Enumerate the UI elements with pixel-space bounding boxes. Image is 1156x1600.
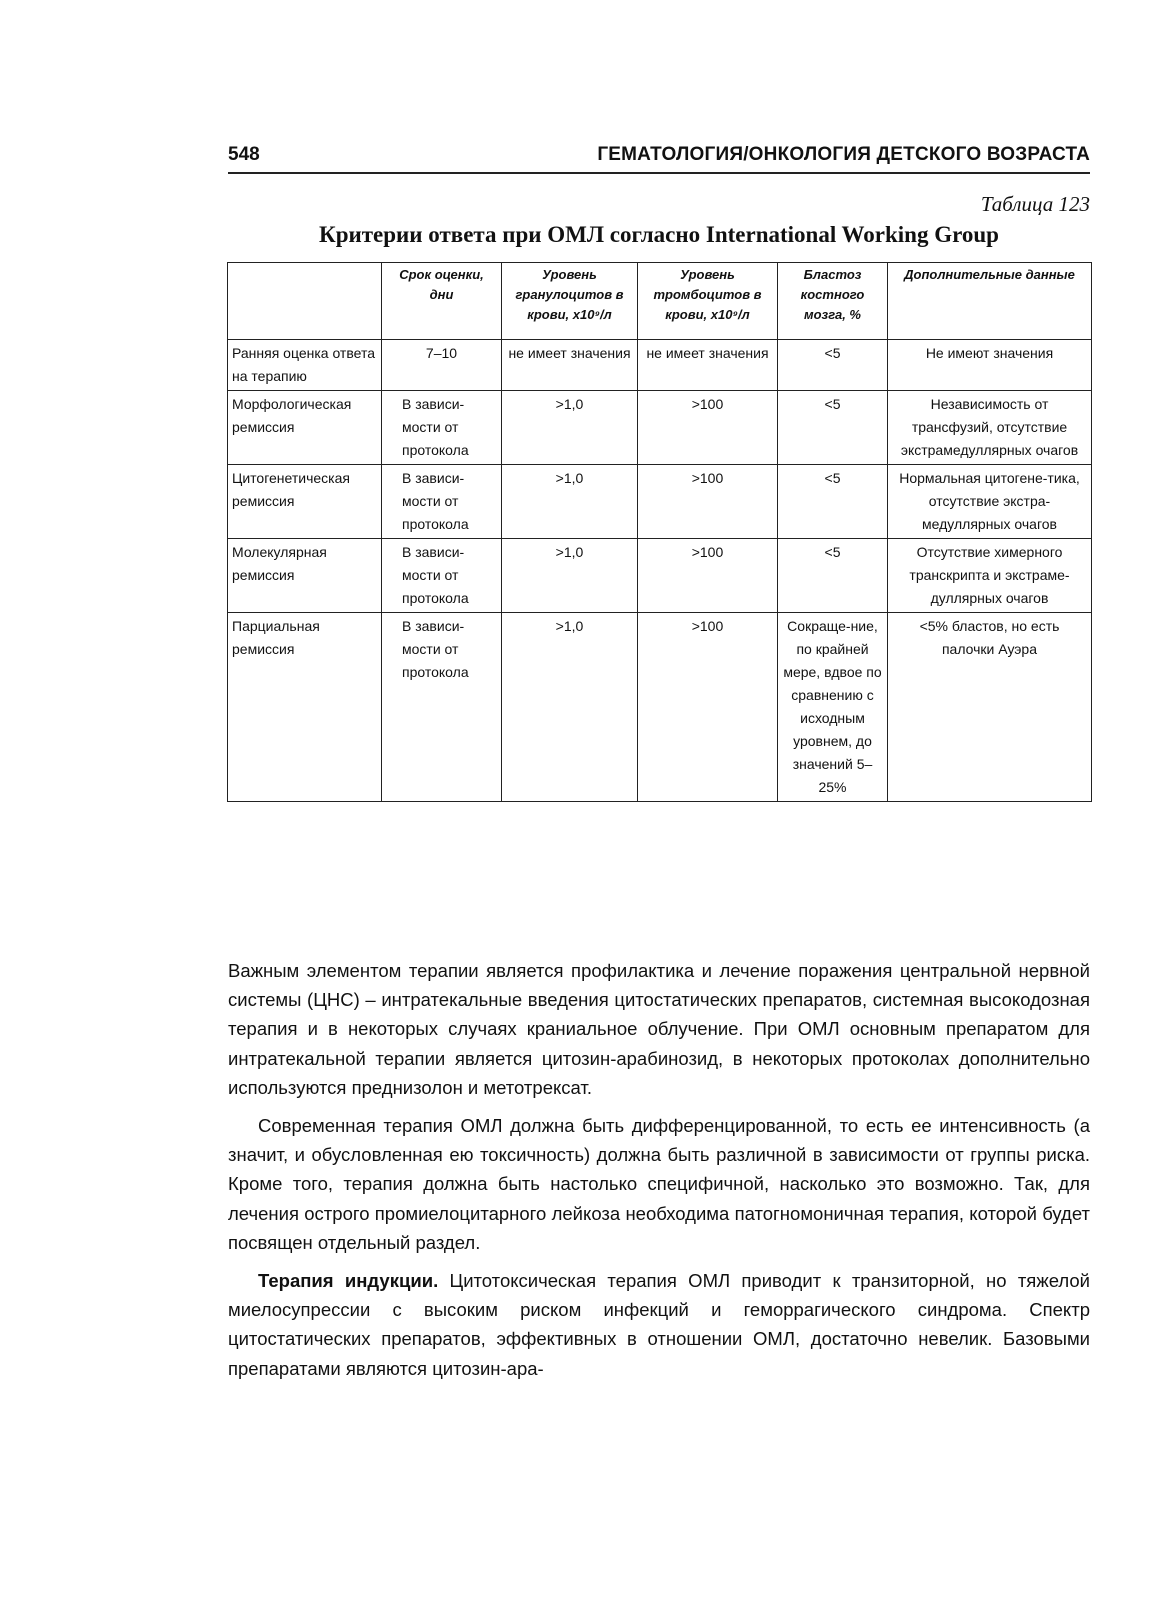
running-title: ГЕМАТОЛОГИЯ/ОНКОЛОГИЯ ДЕТСКОГО ВОЗРАСТА	[597, 144, 1090, 165]
column-header	[228, 263, 382, 340]
table-cell: Отсутствие химерного транскрипта и экстраме-дуллярных очагов	[888, 539, 1092, 613]
paragraph-text: Цитотоксическая терапия ОМЛ приводит к транзиторной, но тяжелой миелосупрессии с высоким риском инфекций и геморрагического синдрома. Спектр цитостатических препаратов, эффективных в отношении ОМЛ, достаточно невелик. Базовыми препаратами являются цитозин-ара-	[228, 1270, 1090, 1379]
table-cell: <5	[778, 340, 888, 391]
paragraph	[228, 1266, 1090, 1383]
table-cell: >1,0	[502, 539, 638, 613]
page-number: 548	[228, 144, 260, 165]
table-cell: В зависи-мости от протокола	[382, 391, 502, 465]
table-cell: >1,0	[502, 613, 638, 802]
table-row	[228, 465, 1092, 539]
table-cell: Ранняя оценка ответа на терапию	[228, 340, 382, 391]
table-cell: >100	[638, 465, 778, 539]
criteria-table	[227, 262, 1092, 802]
table-cell: <5	[778, 539, 888, 613]
table-row	[228, 613, 1092, 802]
column-header: Дополнительные данные	[888, 263, 1092, 340]
table-cell: <5% бластов, но есть палочки Ауэра	[888, 613, 1092, 802]
table-header-row	[228, 263, 1092, 340]
paragraph: Современная терапия ОМЛ должна быть дифференцированной, то есть ее интенсивность (а значит, и обусловленная ею токсичность) должна быть различной в зависимости от группы риска. Кроме того, терапия должна быть настолько специфичной, насколько это возможно. Так, для лечения острого промиелоцитарного лейкоза необходима патогномоничная терапия, которой будет посвящен отдельный раздел.	[228, 1115, 1090, 1253]
table-cell: 7–10	[382, 340, 502, 391]
table-cell: Не имеют значения	[888, 340, 1092, 391]
table-cell: Сокраще-ние, по крайней мере, вдвое по сравнению с исходным уровнем, до значений 5–25%	[778, 613, 888, 802]
table-cell: Независимость от трансфузий, отсутствие экстрамедуллярных очагов	[888, 391, 1092, 465]
table-cell: Цитогенетическая ремиссия	[228, 465, 382, 539]
column-header: Уровень гранулоцитов в крови, х10⁹/л	[502, 263, 638, 340]
table-cell: >1,0	[502, 465, 638, 539]
table-cell: >100	[638, 539, 778, 613]
paragraph-lead: Терапия индукции.	[258, 1270, 439, 1292]
table-number: Таблица 123	[980, 192, 1090, 216]
table-cell: Молекулярная ремиссия	[228, 539, 382, 613]
table-cell: >100	[638, 613, 778, 802]
table-cell: В зависи-мости от протокола	[382, 613, 502, 802]
table-row	[228, 539, 1092, 613]
table-cell: В зависи-мости от протокола	[382, 539, 502, 613]
column-header: Уровень тромбоцитов в крови, х10⁹/л	[638, 263, 778, 340]
running-header	[228, 136, 1090, 174]
table-cell: В зависи-мости от протокола	[382, 465, 502, 539]
table-row	[228, 340, 1092, 391]
table-title: Критерии ответа при ОМЛ согласно International Working Group	[319, 222, 999, 247]
table-cell: Морфологическая ремиссия	[228, 391, 382, 465]
body-text	[228, 956, 1090, 1392]
table-row	[228, 391, 1092, 465]
table-cell: Нормальная цитогене-тика, отсутствие экстра-медуллярных очагов	[888, 465, 1092, 539]
paragraph: Важным элементом терапии является профилактика и лечение поражения центральной нервной системы (ЦНС) – интратекальные введения цитостатических препаратов, системная высокодозная терапия и в некоторых случаях краниальное облучение. При ОМЛ основным препаратом для интратекальной терапии является цитозин-арабинозид, в некоторых протоколах дополнительно используются преднизолон и метотрексат.	[228, 960, 1090, 1098]
table-cell: не имеет значения	[502, 340, 638, 391]
column-header: Срок оценки, дни	[382, 263, 502, 340]
table-cell: <5	[778, 391, 888, 465]
table-cell: >1,0	[502, 391, 638, 465]
table-cell: Парциальная ремиссия	[228, 613, 382, 802]
table-cell: не имеет значения	[638, 340, 778, 391]
table-cell: <5	[778, 465, 888, 539]
table-cell: >100	[638, 391, 778, 465]
column-header: Бластоз костного мозга, %	[778, 263, 888, 340]
